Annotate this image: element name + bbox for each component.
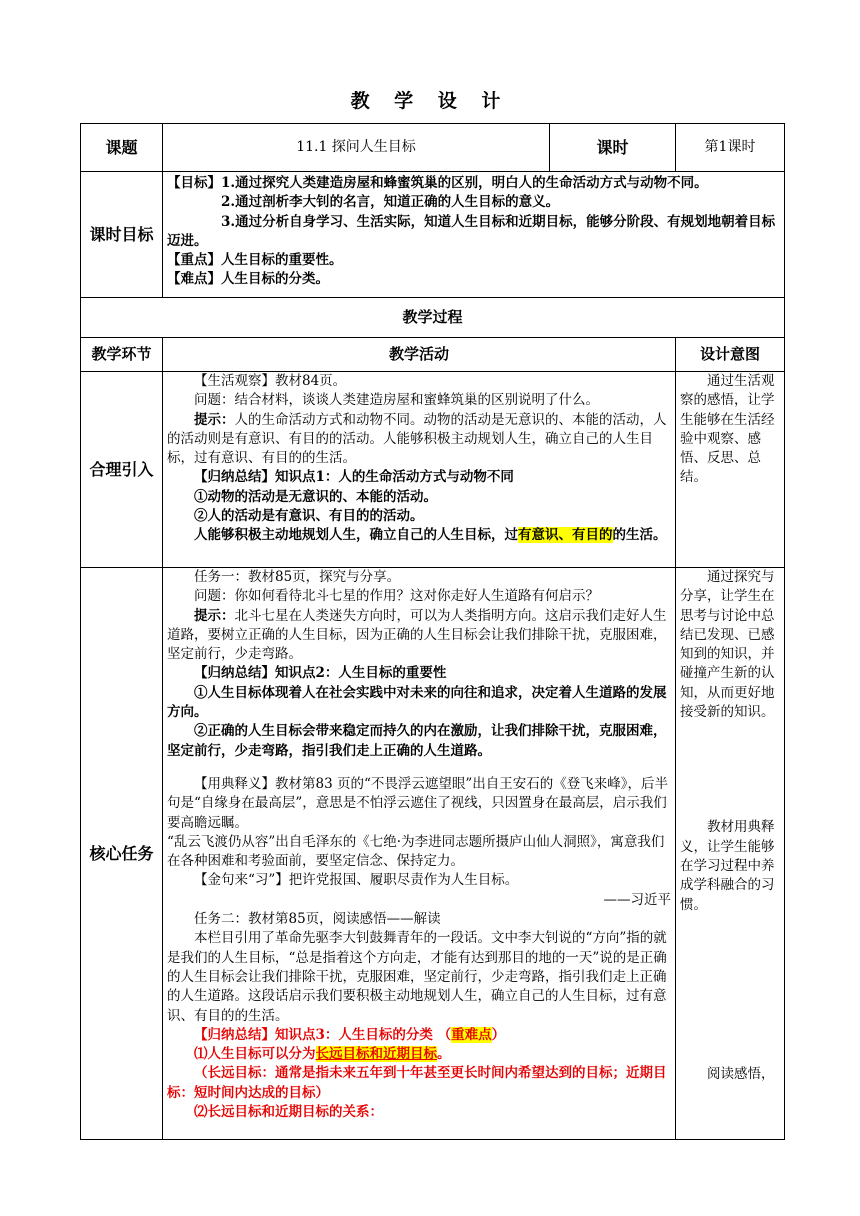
page-title: 教 学 设 计 — [350, 90, 510, 112]
core-intent-3: 阅读感悟， — [707, 1065, 775, 1082]
task-1-question: 问题：你如何看待北斗七星的作用？这对你走好人生道路有何启示？ — [194, 588, 599, 605]
key-point: 【重点】人生目标的重要性。 — [167, 252, 343, 269]
summary-3-point-1-end: 。 — [437, 1046, 451, 1063]
objectives-content — [163, 172, 785, 298]
summary-3-end: ） — [491, 1026, 506, 1043]
task-1-hint-label: 提示： — [194, 607, 235, 624]
intro-row — [81, 372, 785, 568]
task-1-hint-text: 北斗七星在人类迷失方向时，可以为人类指明方向。这启示我们走好人生道路，要树立正确的人生目标，因为正确的人生目标会让我们排除干扰，克服困难，坚定前行，少走弯路。 — [167, 607, 667, 663]
intro-label: 合理引入 — [81, 372, 163, 568]
difficulty: 【难点】人生目标的分类。 — [167, 271, 329, 288]
intro-summary: 【归纳总结】知识点1：人的生命活动方式与动物不同 — [194, 469, 514, 486]
intro-intent-text: 通过生活观察的感悟，让学生能够在生活经验中观察、感悟、反思、总结。 — [680, 373, 775, 486]
golden-quote: 【金句来“习”】把许党报国、履职尽责作为人生目标。 — [194, 872, 519, 889]
objectives-label: 课时目标 — [81, 172, 163, 298]
intro-point-3-text: 人能够积极主动地规划人生，确立自己的人生目标，过 — [194, 527, 518, 544]
task-1-hint — [167, 607, 671, 665]
col-stage: 教学环节 — [81, 338, 163, 372]
intro-content — [163, 372, 676, 568]
task-1: 任务一：教材85页，探究与分享。 — [194, 569, 401, 585]
task-2-text: 本栏目引用了革命先驱李大钊鼓舞青年的一段话。文中李大钊说的“方向”指的就是我们的人生目标，“总是指着这个方向走，才能有达到那目的地的一天”说的是正确的人生目标会让我们排除干扰，克服困难，坚定前行，少走弯路，指引我们走上正确的人生道路。这段话启示我们要积极主动地规划人生，确立自己的人生目标，过有意识、有目的的生活。 — [167, 930, 667, 1024]
process-title-row — [81, 298, 785, 338]
classic-explanation-2: “乱云飞渡仍从容”出自毛泽东的《七绝·为李进同志题所摄庐山仙人洞照》，寓意我们在各种困难和考验面前，要坚定信念、保持定力。 — [167, 833, 665, 870]
goal-3: 3.通过分析自身学习、生活实际，知道人生目标和近期目标，能够分阶段、有规划地朝着目标迈进。 — [167, 213, 776, 249]
col-intent: 设计意图 — [676, 338, 785, 372]
summary-2-point-2: ②正确的人生目标会带来稳定而持久的内在激励，让我们排除干扰，克服困难，坚定前行，少走弯路，指引我们走上正确的人生道路。 — [167, 723, 667, 759]
summary-3-text: 【归纳总结】知识点3：人生目标的分类 （ — [194, 1026, 452, 1043]
summary-3-point-1-text: ⑴人生目标可以分为 — [194, 1046, 316, 1063]
goal-1: 【目标】1.通过探究人类建造房屋和蜂蜜筑巢的区别，明白人的生命活动方式与动物不同。 — [167, 175, 708, 191]
intro-hint — [167, 411, 671, 469]
summary-3-highlight: 重难点 — [451, 1026, 492, 1043]
core-intent — [676, 568, 785, 1140]
intro-intent — [676, 372, 785, 568]
core-intent-2: 教材用典释义，让学生能够在学习过程中养成学科融合的习惯。 — [680, 819, 775, 913]
intro-highlight: 有意识、有目的 — [518, 527, 613, 544]
lesson-plan-table — [80, 123, 785, 1140]
classic-explanation: 【用典释义】教材第83 页的“不畏浮云遮望眼”出自王安石的《登飞来峰》，后半句是“自缘身在最高层”，意思是不怕浮云遮住了视线，只因置身在最高层，启示我们要高瞻远瞩。 — [167, 775, 669, 831]
summary-3 — [167, 1026, 671, 1045]
core-content — [163, 568, 676, 1140]
hint-label: 提示： — [194, 411, 235, 428]
intro-point-1: ①动物的活动是无意识的、本能的活动。 — [194, 488, 437, 505]
period-label: 课时 — [550, 124, 676, 172]
golden-quote-source: ——习近平 — [603, 891, 671, 908]
intro-point-3 — [167, 526, 671, 545]
intro-point-3-end: 的生活。 — [612, 527, 667, 544]
summary-3-note: （长远目标：通常是指未来五年到十年甚至更长时间内希望达到的目标；近期目标：短时间内达成的目标） — [167, 1065, 667, 1101]
col-activity: 教学活动 — [163, 338, 676, 372]
core-label: 核心任务 — [81, 568, 163, 1140]
hint-text: 人的生命活动方式和动物不同。动物的活动是无意识的、本能的活动，人的活动则是有意识、有目的的活动。人能够积极主动规划人生，确立自己的人生目标，过有意识、有目的的生活。 — [167, 411, 667, 467]
summary-2-point-1: ①人生目标体现着人在社会实践中对未来的向往和追求，决定着人生道路的发展方向。 — [167, 684, 667, 721]
column-header-row — [81, 338, 785, 372]
goal-2: 2.通过剖析李大钊的名言，知道正确的人生目标的意义。 — [221, 194, 560, 211]
summary-3-point-1-highlight: 长远目标和近期目标 — [315, 1046, 437, 1063]
intro-point-2: ②人的活动是有意识、有目的的活动。 — [194, 508, 424, 525]
summary-3-point-1 — [167, 1045, 671, 1064]
topic-value: 11.1 探问人生目标 — [163, 124, 550, 172]
intro-observation: 【生活观察】教材84页。 — [194, 373, 347, 389]
intro-question: 问题：结合材料，谈谈人类建造房屋和蜜蜂筑巢的区别说明了什么。 — [194, 392, 599, 409]
process-title: 教学过程 — [81, 298, 785, 338]
topic-label: 课题 — [81, 124, 163, 172]
task-2: 任务二：教材第85页，阅读感悟——解读 — [194, 911, 441, 928]
header-row — [81, 124, 785, 172]
summary-3-point-2: ⑵长远目标和近期目标的关系： — [194, 1104, 383, 1121]
period-value: 第1课时 — [676, 124, 785, 172]
objectives-row — [81, 172, 785, 298]
core-row — [81, 568, 785, 1140]
core-intent-1: 通过探究与分享，让学生在思考与讨论中总结已发现、已感知到的知识，并碰撞产生新的认知，从而更好地接受新的知识。 — [680, 569, 775, 721]
summary-2: 【归纳总结】知识点2：人生目标的重要性 — [194, 665, 447, 682]
